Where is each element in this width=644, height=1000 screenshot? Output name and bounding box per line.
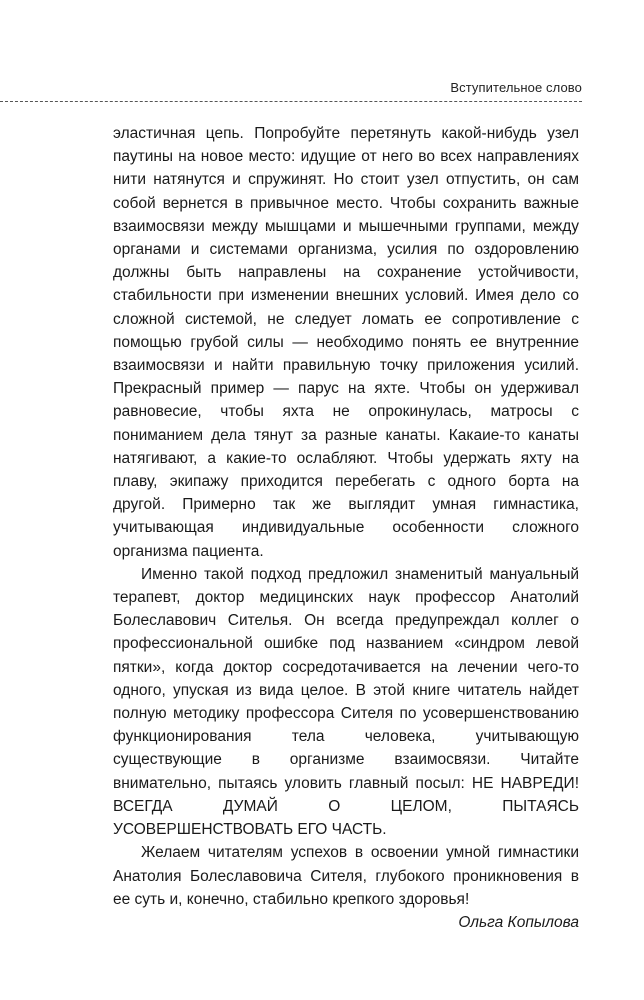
paragraph-2: Именно такой подход предложил знаменитый мануальный терапевт, доктор медицинских наук профессор Анатолий Болеславович Сителья. Он всегда предупреждал коллег о профессиональной ошибке под названием «синдром левой пятки», когда доктор сосредотачивается на лечении чего-то одного, упуская из вида целое. В этой книге читатель найдет полную методику профессора Сителя по усовершенствованию функционирования тела человека, учитывающую существующие в организме взаимосвязи. Читайте внимательно, пытаясь уловить главный посыл: НЕ НАВРЕДИ! ВСЕГДА ДУМАЙ О ЦЕЛОМ, ПЫТАЯСЬ УСОВЕРШЕНСТВОВАТЬ ЕГО ЧАСТЬ. (113, 565, 579, 839)
paragraph-1: эластичная цепь. Попробуйте перетянуть какой-нибудь узел паутины на новое место: идущие от него во всех направлениях нити натянутся и спружинят. Но стоит узел отпустить, он сам собой вернется в привычное место. Чтобы сохранить важные взаимосвязи между мышцами и мышечными группами, между органами и системами организма, усилия по оздоровлению должны быть направлены на сохранение устойчивости, стабильности при изменении внешних условий. Имея дело со сложной системой, не следует ломать ее сопротивление с помощью грубой силы — необходимо понять ее внутренние взаимосвязи и найти правильную точку приложения усилий. Прекрасный пример — парус на яхте. Чтобы он удерживал равновесие, чтобы яхта не опрокинулась, матросы с пониманием дела тянут за разные канаты. Какаие-то канаты натягивают, а какие-то ослабляют. Чтобы удержать яхту на плаву, экипажу приходится перебегать с одного борта на другой. Примерно так же выглядит умная гимнастика, учитывающая индивидуальные особенности сложного организма пациента. (113, 125, 579, 560)
author-signature: Ольга Копылова (458, 913, 579, 931)
header-divider (0, 101, 582, 102)
paragraph-3: Желаем читателям успехов в освоении умной гимнастики Анатолия Болеславовича Сителя, глубокого проникновения в ее суть и, конечно, стабильно крепкого здоровья! (113, 844, 579, 908)
running-header: Вступительное слово (450, 80, 582, 95)
page-body (113, 122, 579, 934)
